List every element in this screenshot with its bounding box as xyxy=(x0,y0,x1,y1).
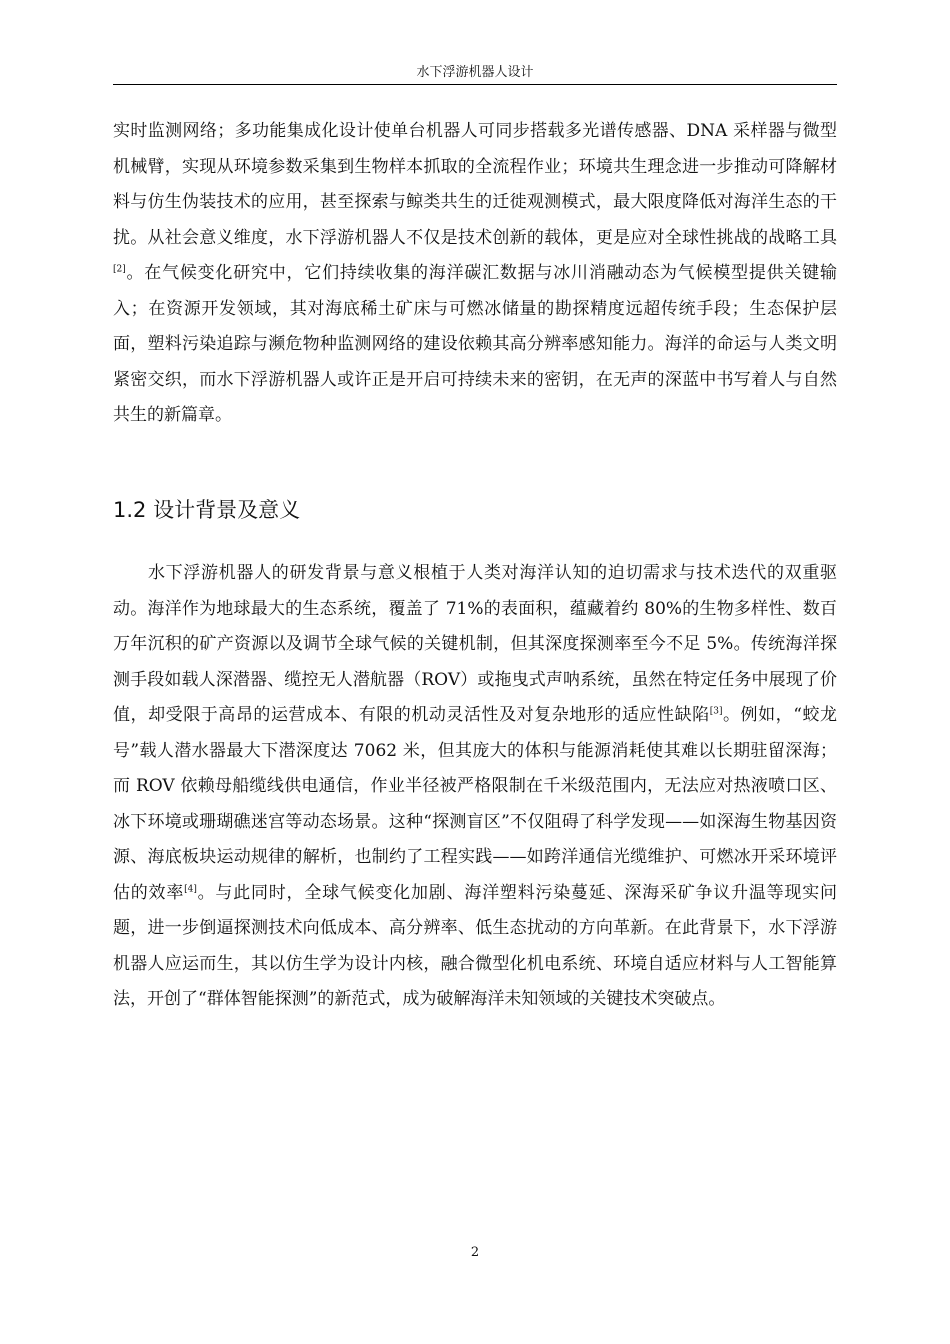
paragraph-text: 水下浮游机器人的研发背景与意义根植于人类对海洋认知的迫切需求与技术迭代的双重驱动。海洋作为地球最大的生态系统，覆盖了 71%的表面积，蕴藏着约 80%的生物多样性、数百万年沉积的矿产资源以及调节全球气候的关键机制，但其深度探测率至今不足 5%。传统海洋探测手段如载人深潜器、缆控无人潜航器（ROV）或拖曳式声呐系统，虽然在特定任务中展现了价值，却受限于高昂的运营成本、有限的机动灵活性及对复杂地形的适应性缺陷 xyxy=(113,563,837,725)
paragraph-text: 。例如，“蛟龙号”载人潜水器最大下潜深度达 7062 米，但其庞大的体积与能源消耗使其难以长期驻留深海；而 ROV 依赖母船缆线供电通信，作业半径被严格限制在千米级范围内，无法应对热液喷口区、冰下环境或珊瑚礁迷宫等动态场景。这种“探测盲区”不仅阻碍了科学发现——如深海生物基因资源、海底板块运动规律的解析，也制约了工程实践——如跨洋通信光缆维护、可燃冰开采环境评估的效率 xyxy=(113,705,837,903)
paragraph-text: 。在气候变化研究中，它们持续收集的海洋碳汇数据与冰川消融动态为气候模型提供关键输入；在资源开发领域，其对海底稀土矿床与可燃冰储量的勘探精度远超传统手段；生态保护层面，塑料污染追踪与濒危物种监测网络的建设依赖其高分辨率感知能力。海洋的命运与人类文明紧密交织，而水下浮游机器人或许正是开启可持续未来的密钥，在无声的深蓝中书写着人与自然共生的新篇章。 xyxy=(113,263,837,425)
page-number: 2 xyxy=(470,1245,480,1260)
paragraph-text: 实时监测网络；多功能集成化设计使单台机器人可同步搭载多光谱传感器、DNA 采样器与微型机械臂，实现从环境参数采集到生物样本抓取的全流程作业；环境共生理念进一步推动可降解材料与仿生伪装技术的应用，甚至探索与鲸类共生的迁徙观测模式，最大限度降低对海洋生态的干扰。从社会意义维度，水下浮游机器人不仅是技术创新的载体，更是应对全球性挑战的战略工具 xyxy=(113,121,837,248)
citation-ref: [4] xyxy=(184,883,197,894)
paragraph-text: 。与此同时，全球气候变化加剧、海洋塑料污染蔓延、深海采矿争议升温等现实问题，进一步倒逼探测技术向低成本、高分辨率、低生态扰动的方向革新。在此背景下，水下浮游机器人应运而生，其以仿生学为设计内核，融合微型化机电系统、环境自适应材料与人工智能算法，开创了“群体智能探测”的新范式，成为破解海洋未知领域的关键技术突破点。 xyxy=(113,882,837,1009)
running-header xyxy=(113,62,837,85)
body-paragraph-2 xyxy=(113,556,837,1018)
citation-ref: [2] xyxy=(113,264,126,275)
header-title: 水下浮游机器人设计 xyxy=(416,65,534,80)
citation-ref: [3] xyxy=(709,706,723,717)
section-heading: 1.2 设计背景及意义 xyxy=(113,498,301,522)
body-paragraph-1 xyxy=(113,114,837,434)
